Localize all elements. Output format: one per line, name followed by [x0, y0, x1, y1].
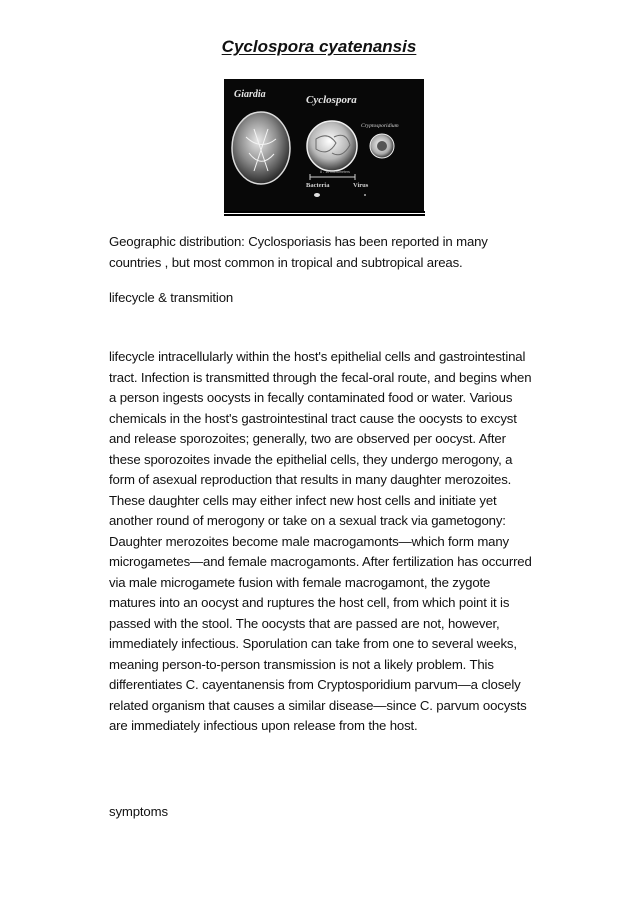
- figure-underline-second: [224, 214, 425, 216]
- bacteria-dot: [314, 193, 320, 197]
- symptoms-heading: symptoms: [109, 804, 168, 819]
- cyclospora-oocyst-shape: [307, 121, 357, 171]
- scale-label: 8 - 10 micrometers: [320, 170, 350, 174]
- lifecycle-paragraph: lifecycle intracellularly within the host's epithelial cells and gastrointestinal tract. Infection is transmitted through the fecal-oral route, and begins when a person ingests oocysts in fecally contaminated food or water. Various chemicals in the host's gastrointestinal tract cause the oocysts to excyst and release sporozoites; generally, two are observed per oocyst. After these sporozoites invade the epithelial cells, they undergo merogony, a form of asexual reproduction that results in many daughter merozoites. These daughter cells may either infect new host cells and initiate yet another round of merogony or take on a sexual track via gametogony: Daughter merozoites become male macrogamonts—which form many microgametes—and female macrogamonts. After fertilization has occurred via male microgamete fusion with female macrogamont, the zygote matures into an oocyst and ruptures the host cell, from which point it is passed with the stool. The oocysts that are passed are not, however, immediately infectious. Sporulation can take from one to several weeks, meaning person-to-person transmission is not a likely problem. This differentiates C. cayentanensis from Cryptosporidium parvum—a closely related organism that causes a similar disease—since C. parvum oocysts are immediately infectious upon release from the host.: [109, 349, 532, 733]
- microorganism-illustration: [224, 79, 424, 211]
- giardia-cyst-shape: [232, 112, 290, 184]
- figure-underline: [224, 211, 425, 213]
- geographic-distribution-paragraph: Geographic distribution: Cyclosporiasis has been reported in many countries , but most common in tropical and subtropical areas.: [109, 234, 488, 270]
- microorganism-size-comparison-image: [224, 79, 424, 211]
- bacteria-label: Bacteria: [306, 182, 330, 189]
- virus-dot: [364, 194, 366, 196]
- virus-label: Virus: [353, 182, 369, 189]
- giardia-label: Giardia: [234, 89, 266, 100]
- cryptosporidium-label: Cryptosporidium: [361, 123, 399, 129]
- document-title: Cyclospora cyatenansis: [221, 37, 417, 56]
- lifecycle-heading: lifecycle & transmition: [109, 290, 234, 305]
- cyclospora-label: Cyclospora: [306, 94, 357, 106]
- cryptosporidium-oocyst-shape: [370, 134, 394, 158]
